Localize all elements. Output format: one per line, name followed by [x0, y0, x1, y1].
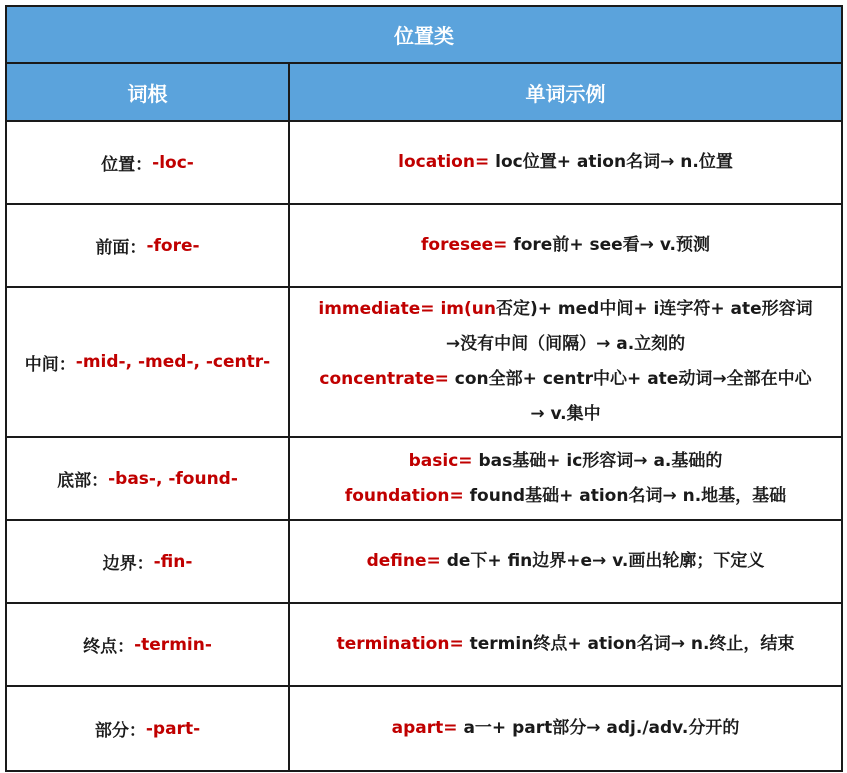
- example-breakdown: bas基础+ ic形容词→ a.基础的: [472, 450, 723, 471]
- root-cell: [7, 438, 290, 519]
- example-breakdown: termin终点+ ation名词→ n.终止，结束: [463, 634, 795, 654]
- root-label: 前面：: [95, 238, 147, 258]
- example-word: basic=: [408, 450, 473, 471]
- root-label: 边界：: [102, 554, 154, 574]
- example-breakdown: fore前+ see看→ v.预测: [507, 235, 710, 255]
- example-word: apart=: [391, 718, 458, 738]
- root-forms: -termin-: [134, 634, 212, 655]
- root-forms: -mid-, -med-, -centr-: [75, 352, 271, 372]
- example-breakdown: a一+ part部分→ adj./adv.分开的: [457, 718, 740, 738]
- example-cell: [290, 205, 841, 286]
- example-line: [421, 228, 710, 263]
- table-row: [7, 687, 841, 770]
- table-title: 位置类: [7, 7, 841, 64]
- root-forms: -bas-, -found-: [108, 468, 238, 489]
- root-cell: [7, 288, 290, 436]
- example-word: foundation=: [344, 485, 464, 506]
- example-word: immediate= im(un: [318, 299, 496, 319]
- root-cell: [7, 687, 290, 770]
- table-row: [7, 438, 841, 521]
- root-forms: -fin-: [153, 551, 193, 572]
- root-forms: -fore-: [146, 235, 200, 256]
- example-line: [392, 711, 740, 746]
- example-word: define=: [366, 551, 441, 571]
- example-cell: [290, 521, 841, 602]
- root-cell: [7, 521, 290, 602]
- example-line: [446, 327, 685, 362]
- example-cell: [290, 288, 841, 436]
- example-word: foresee=: [421, 235, 508, 255]
- example-breakdown: 否定)+ med中间+ i连字符+ ate形容词: [495, 299, 813, 319]
- table-row: [7, 205, 841, 288]
- root-label: 部分：: [94, 721, 146, 741]
- example-word: concentrate=: [319, 369, 449, 389]
- root-label: 底部：: [57, 471, 109, 491]
- root-forms: -part-: [145, 718, 201, 739]
- example-cell: [290, 687, 841, 770]
- root-label: 中间：: [24, 354, 76, 375]
- root-cell: [7, 604, 290, 685]
- example-line: [319, 362, 811, 397]
- example-breakdown: →没有中间（间隔）→ a.立刻的: [445, 334, 686, 354]
- root-cell: [7, 122, 290, 203]
- root-words-table: [5, 5, 843, 772]
- table-row: [7, 604, 841, 687]
- example-breakdown: de下+ fin边界+e→ v.画出轮廓；下定义: [440, 551, 765, 571]
- example-breakdown: found基础+ ation名词→ n.地基，基础: [463, 485, 787, 506]
- header-root: 词根: [7, 64, 290, 120]
- root-label: 终点：: [83, 637, 135, 657]
- table-row: [7, 521, 841, 604]
- example-breakdown: → v.集中: [530, 404, 601, 424]
- example-word: termination=: [336, 634, 464, 654]
- example-cell: [290, 604, 841, 685]
- example-line: [398, 145, 733, 180]
- example-line: [530, 397, 600, 432]
- root-forms: -loc-: [152, 152, 194, 173]
- example-word: location=: [398, 152, 490, 172]
- header-examples: 单词示例: [525, 81, 606, 106]
- root-cell: [7, 205, 290, 286]
- example-cell: [290, 122, 841, 203]
- table-header-row: [7, 64, 841, 122]
- example-line: [318, 292, 812, 327]
- example-line: [337, 627, 795, 662]
- example-line: [345, 479, 786, 514]
- example-line: [409, 444, 723, 479]
- example-breakdown: loc位置+ ation名词→ n.位置: [489, 152, 733, 172]
- example-breakdown: con全部+ centr中心+ ate动词→全部在中心: [448, 369, 812, 389]
- example-line: [367, 544, 765, 579]
- table-row: [7, 122, 841, 205]
- example-cell: [290, 438, 841, 519]
- root-label: 位置：: [101, 155, 153, 175]
- table-row: [7, 288, 841, 438]
